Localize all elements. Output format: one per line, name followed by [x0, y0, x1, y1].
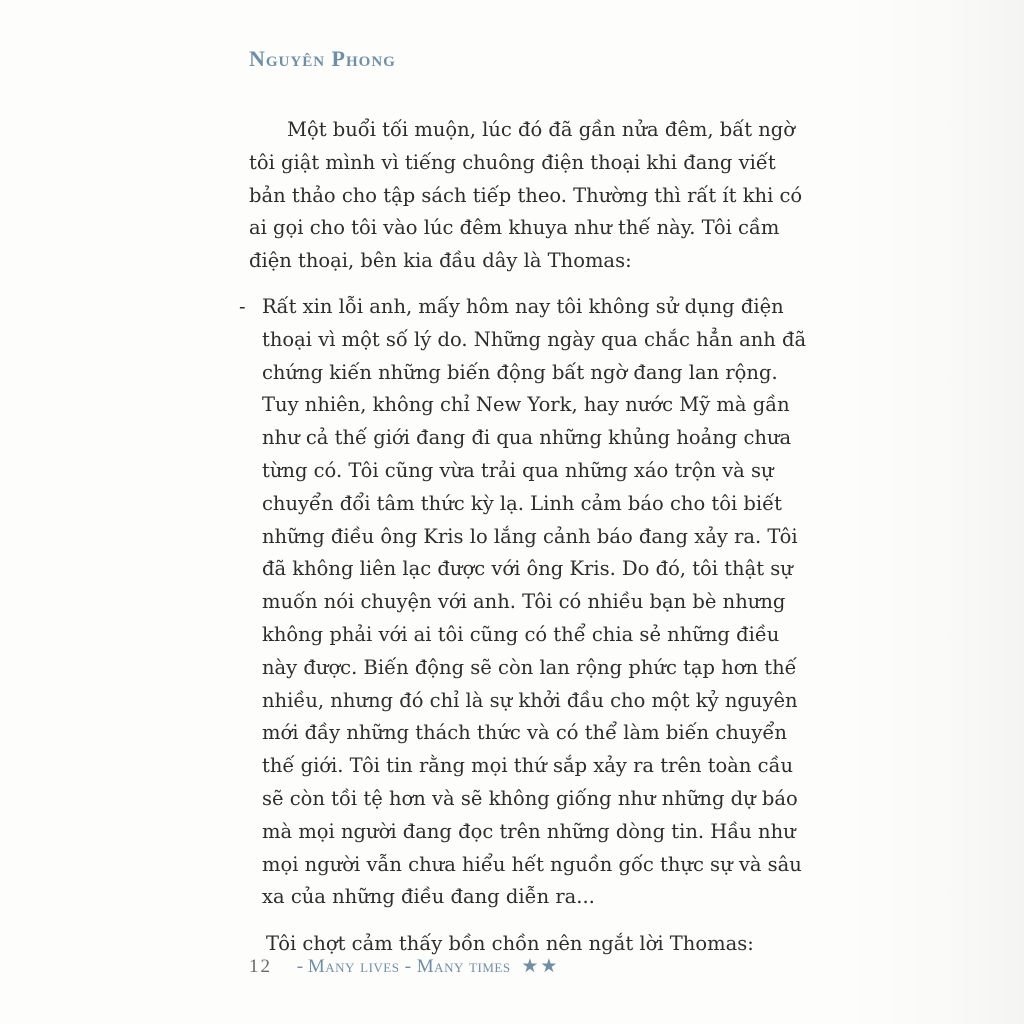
dialogue-paragraph [239, 291, 809, 914]
dialogue-dash: - [239, 294, 246, 318]
page-gutter-shadow [849, 0, 1024, 1024]
running-head-author: Nguyên Phong [249, 46, 396, 71]
body-text [239, 114, 809, 961]
page-number: 12 [249, 956, 272, 977]
dialogue-text: Rất xin lỗi anh, mấy hôm nay tôi không sử dụng điện thoại vì một số lý do. Những ngày qua chắc hẳn anh đã chứng kiến những biến động bất ngờ đang lan rộng. Tuy nhiên, không chỉ New York, hay nước Mỹ mà gần như cả thế giới đang đi qua những khủng hoảng chưa từng có. Tôi cũng vừa trải qua những xáo trộn và sự chuyển đổi tâm thức kỳ lạ. Linh cảm báo cho tôi biết những điều ông Kris lo lắng cảnh báo đang xảy ra. Tôi đã không liên lạc được với ông Kris. Do đó, tôi thật sự muốn nói chuyện với anh. Tôi có nhiều bạn bè nhưng không phải với ai tôi cũng có thể chia sẻ những điều này được. Biến động sẽ còn lan rộng phức tạp hơn thế nhiều, nhưng đó chỉ là sự khởi đầu cho một kỷ nguyên mới đầy những thách thức và có thể làm biến chuyển thế giới. Tôi tin rằng mọi thứ sắp xảy ra trên toàn cầu sẽ còn tồi tệ hơn và sẽ không giống như những dự báo mà mọi người đang đọc trên những dòng tin. Hầu như mọi người vẫn chưa hiểu hết nguồn gốc thực sự và sâu xa của những điều đang diễn ra... [262, 294, 807, 909]
footer-separator: - [296, 956, 304, 977]
page-footer [249, 955, 559, 978]
star-icon: ★★ [521, 956, 560, 977]
footer-book-title: Many lives - Many times [307, 956, 511, 977]
paragraph-closing: Tôi chợt cảm thấy bồn chồn nên ngắt lời Thomas: [266, 932, 754, 956]
paragraph-intro: Một buổi tối muộn, lúc đó đã gần nửa đêm, bất ngờ tôi giật mình vì tiếng chuông điện thoại khi đang viết bản thảo cho tập sách tiếp theo. Thường thì rất ít khi có ai gọi cho tôi vào lúc đêm khuya như thế này. Tôi cầm điện thoại, bên kia đầu dây là Thomas: [249, 118, 803, 273]
